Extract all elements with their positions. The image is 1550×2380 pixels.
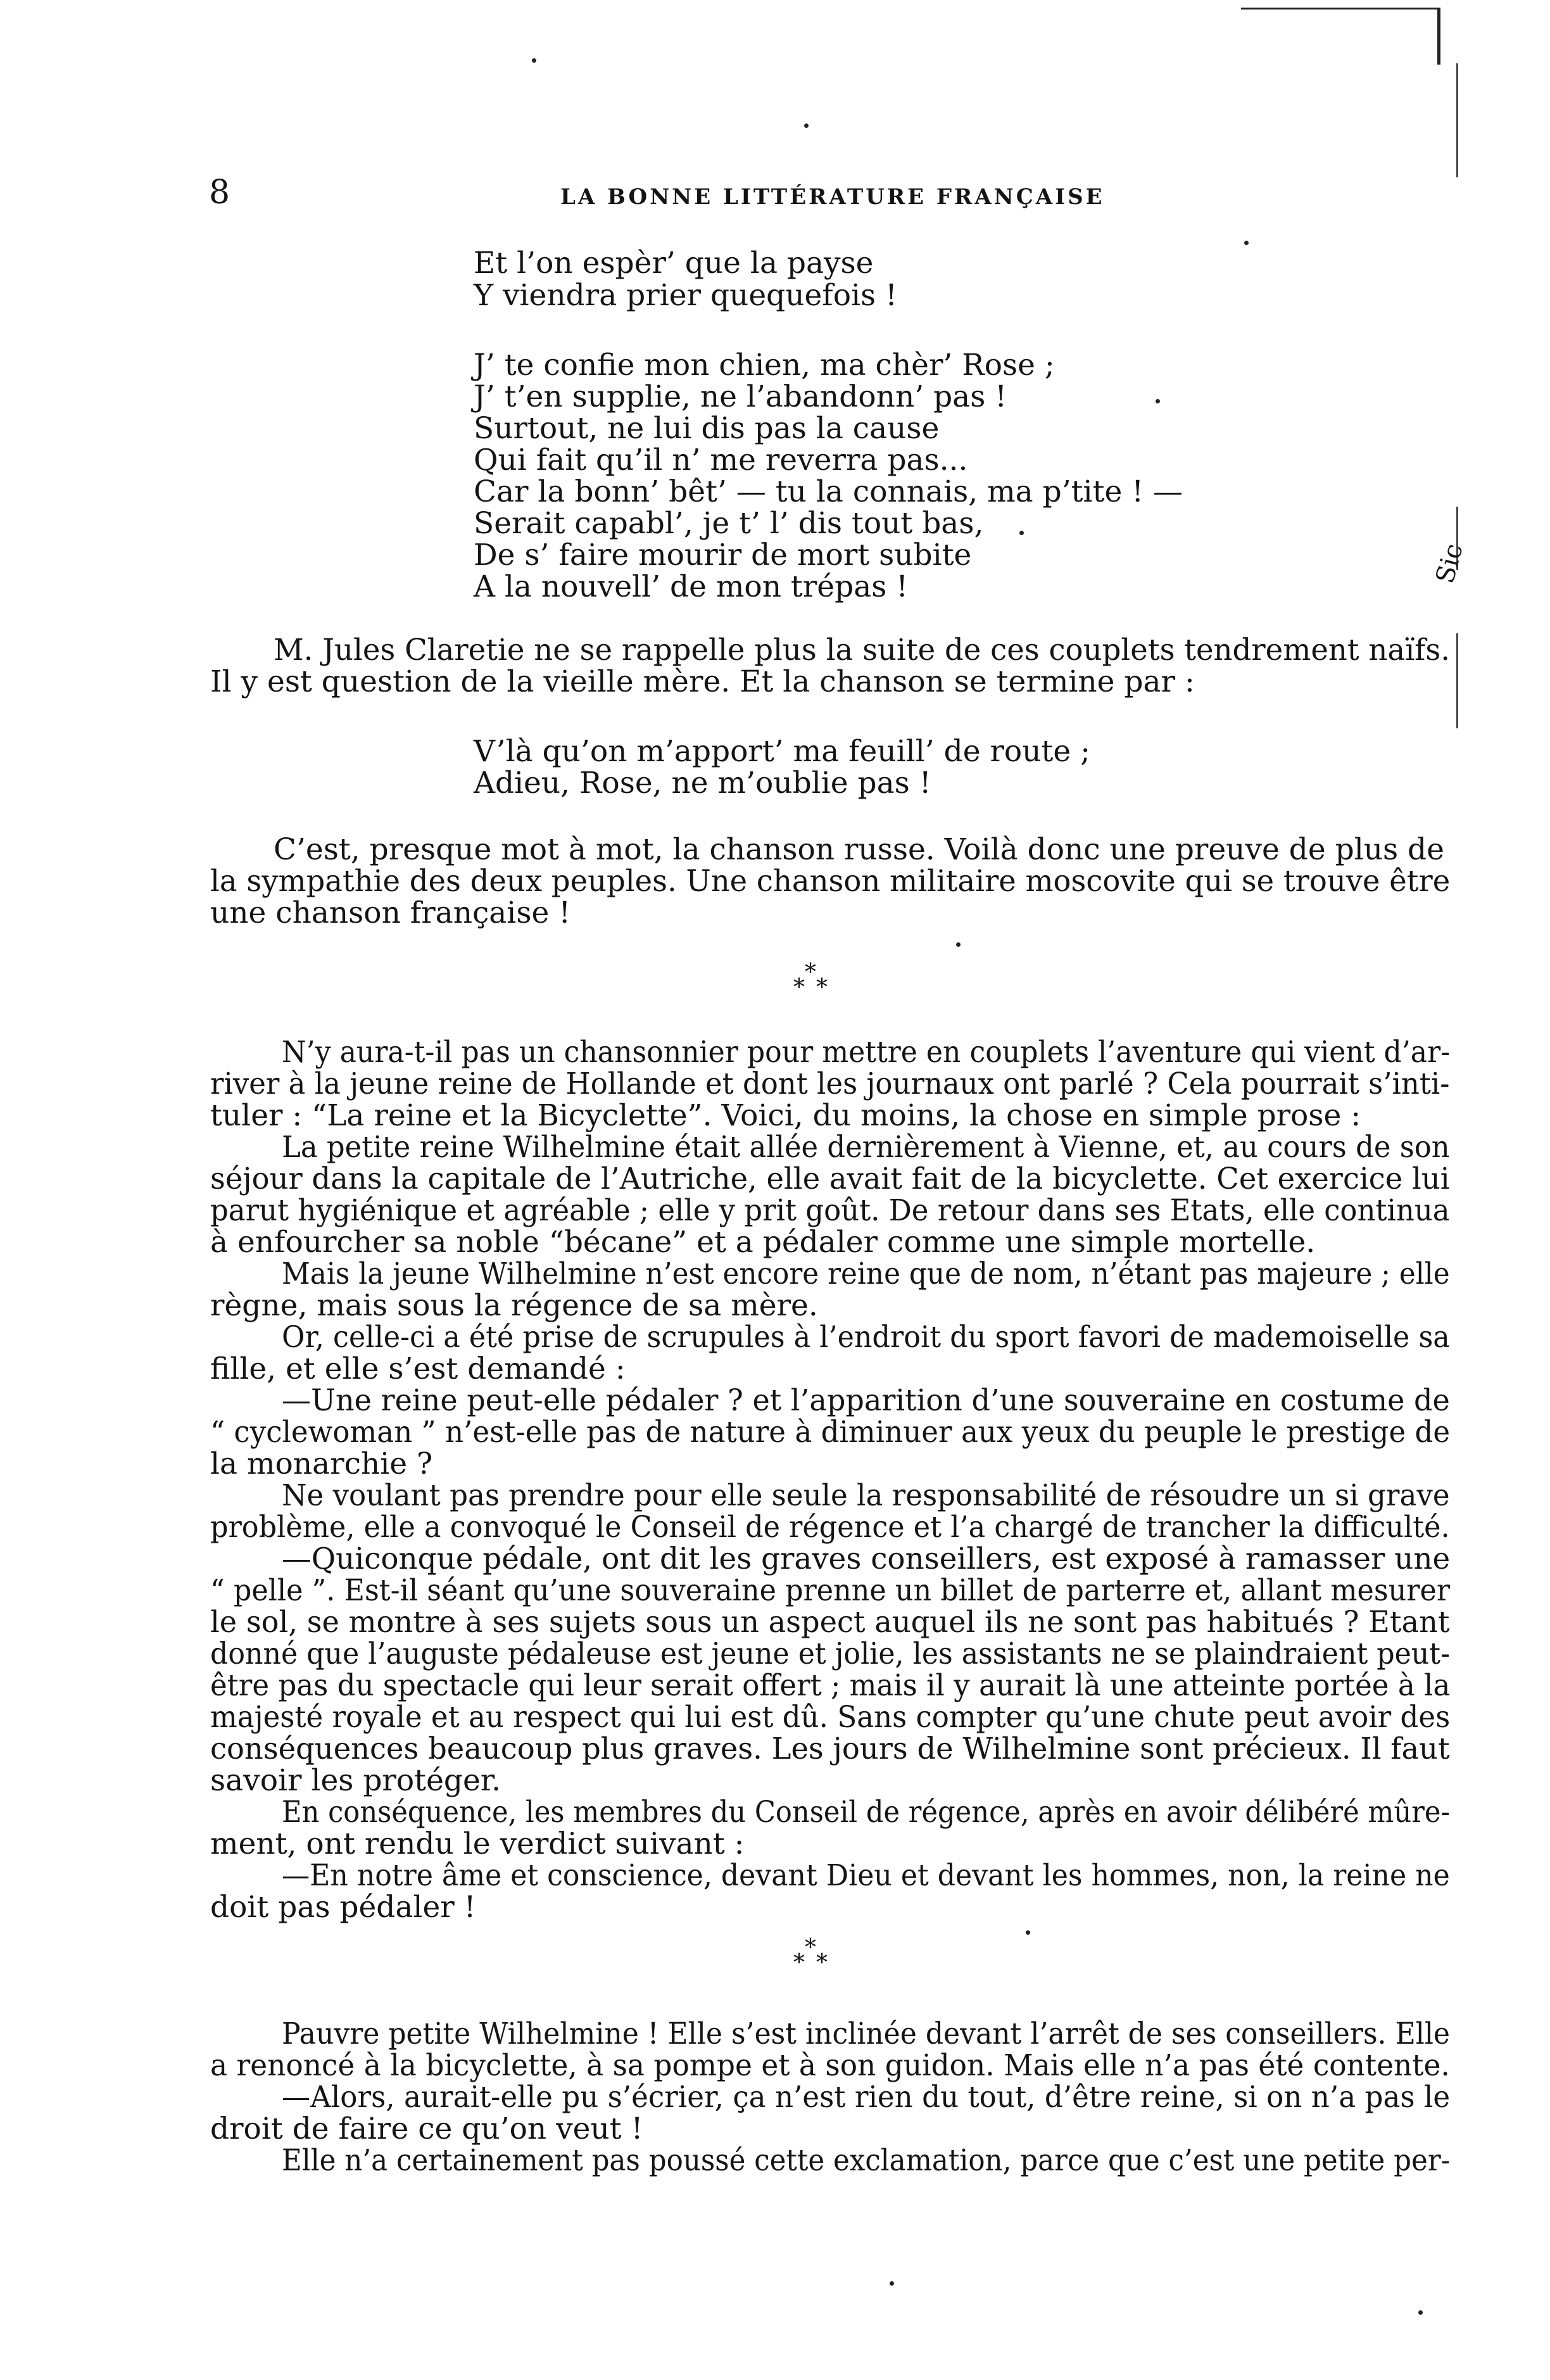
speck [1156,399,1160,403]
text-line: —En notre âme et conscience, devant Dieu et devant les hommes, non, la reine ne [282,1858,1450,1893]
speck [956,942,961,947]
speck [532,58,536,63]
verse-line: Adieu, Rose, ne m’oublie pas ! [474,766,931,801]
text-line: majesté royale et au respect qui lui est dû. Sans compter qu’une chute peut avoir des [210,1700,1451,1735]
verse-line: A la nouvell’ de mon trépas ! [474,569,909,604]
verse-line: J’ te confie mon chien, ma chèr’ Rose ; [474,348,1055,383]
text-line: parut hygiénique et agréable ; elle y prit goût. De retour dans ses Etats, elle continua [210,1193,1450,1228]
corner-rule-vertical [1437,8,1440,65]
text-line: la sympathie des deux peuples. Une chanson militaire moscovite qui se trouve être [210,864,1451,899]
text-line: —Alors, aurait-elle pu s’écrier, ça n’est rien du tout, d’être reine, si on n’a pas le [282,2080,1451,2115]
verse-line: V’là qu’on m’apport’ ma feuill’ de route ; [474,734,1090,769]
text-line: Or, celle-ci a été prise de scrupules à l’endroit du sport favori de mademoiselle sa [282,1320,1450,1355]
margin-annotation: Sic [1430,540,1469,587]
text-line: le sol, se montre à ses sujets sous un aspect auquel ils ne sont pas habitués ? Etant [210,1605,1450,1640]
text-line: Pauvre petite Wilhelmine ! Elle s’est inclinée devant l’arrêt de ses conseillers. Elle [282,2016,1450,2051]
text-line: M. Jules Claretie ne se rappelle plus la suite de ces couplets tendrement naïfs. [274,633,1451,668]
speck [1244,241,1249,245]
text-line: une chanson française ! [210,896,571,930]
verse-line: Surtout, ne lui dis pas la cause [474,411,940,446]
text-line: C’est, presque mot à mot, la chanson russe. Voilà donc une preuve de plus de [274,832,1444,867]
text-line: savoir les protéger. [210,1763,501,1798]
text-line: tuler : “La reine et la Bicyclette”. Voici, du moins, la chose en simple prose : [210,1098,1361,1133]
text-line: donné que l’auguste pédaleuse est jeune et jolie, les assistants ne se plaindraient peut- [210,1636,1451,1671]
text-line: “ cyclewoman ” n’est-elle pas de nature à diminuer aux yeux du peuple le prestige de [210,1415,1451,1450]
text-line: séjour dans la capitale de l’Autriche, elle avait fait de la bicyclette. Cet exercice lui [210,1162,1450,1196]
text-line: la monarchie ? [210,1446,433,1481]
text-line: règne, mais sous la régence de sa mère. [210,1288,818,1323]
text-line: Elle n’a certainement pas poussé cette exclamation, parce que c’est une petite per- [282,2143,1451,2178]
speck [1026,1930,1030,1935]
text-line: droit de faire ce qu’on veut ! [210,2111,643,2146]
speck [1418,2310,1423,2315]
verse-line: Serait capabl’, je t’ l’ dis tout bas, [474,506,984,541]
margin-mark [1456,633,1458,728]
text-line: N’y aura-t-il pas un chansonnier pour mettre en couplets l’aventure qui vient d’ar- [282,1035,1451,1070]
text-line: Ne voulant pas prendre pour elle seule la responsabilité de résoudre un si grave [282,1478,1450,1513]
text-line: problème, elle a convoqué le Conseil de régence et l’a chargé de trancher la difficulté. [210,1510,1450,1545]
asterism-separator: * * * [793,1935,828,1976]
text-line: Mais la jeune Wilhelmine n’est encore reine que de nom, n’étant pas majeure ; elle [282,1256,1450,1291]
text-line: a renoncé à la bicyclette, à sa pompe et à son guidon. Mais elle n’a pas été contente. [210,2048,1450,2083]
speck [890,2281,894,2286]
text-line: En conséquence, les membres du Conseil de régence, après en avoir délibéré mûre- [282,1795,1451,1830]
verse-line: J’ t’en supplie, ne l’abandonn’ pas ! [474,379,1007,414]
verse-line: Y viendra prier quequefois ! [474,278,897,313]
running-title: LA BONNE LITTÉRATURE FRANÇAISE [560,184,1105,210]
page-number: 8 [209,174,230,212]
verse-line: Car la bonn’ bêt’ — tu la connais, ma p’tite ! — [474,474,1183,509]
verse-line: Qui fait qu’il n’ me reverra pas... [474,443,968,478]
text-line: doit pas pédaler ! [210,1890,476,1925]
text-line: ment, ont rendu le verdict suivant : [210,1826,745,1861]
speck [804,123,809,128]
speck [1019,531,1024,535]
text-line: fille, et elle s’est demandé : [210,1351,626,1386]
text-line: à enfourcher sa noble “bécane” et a pédaler comme une simple mortelle. [210,1225,1316,1260]
text-line: —Une reine peut-elle pédaler ? et l’apparition d’une souveraine en costume de [282,1383,1450,1418]
verse-line: Et l’on espèr’ que la payse [474,246,874,281]
asterism-separator: * * * [793,959,828,1001]
corner-rule [1241,8,1439,9]
text-line: conséquences beaucoup plus graves. Les jours de Wilhelmine sont précieux. Il faut [210,1731,1450,1766]
verse-line: De s’ faire mourir de mort subite [474,538,972,573]
text-line: être pas du spectacle qui leur serait offert ; mais il y aurait là une atteinte portée à la [210,1668,1451,1703]
margin-mark [1456,63,1458,177]
text-line: La petite reine Wilhelmine était allée dernièrement à Vienne, et, au cours de son [282,1130,1450,1165]
text-line: —Quiconque pédale, ont dit les graves conseillers, est exposé à ramasser une [282,1541,1451,1576]
text-line: “ pelle ”. Est-il séant qu’une souveraine prenne un billet de parterre et, allant mesurer [210,1573,1451,1608]
text-line: river à la jeune reine de Hollande et dont les journaux ont parlé ? Cela pourrait s’inti- [210,1067,1450,1101]
text-line: Il y est question de la vieille mère. Et la chanson se termine par : [210,664,1195,699]
